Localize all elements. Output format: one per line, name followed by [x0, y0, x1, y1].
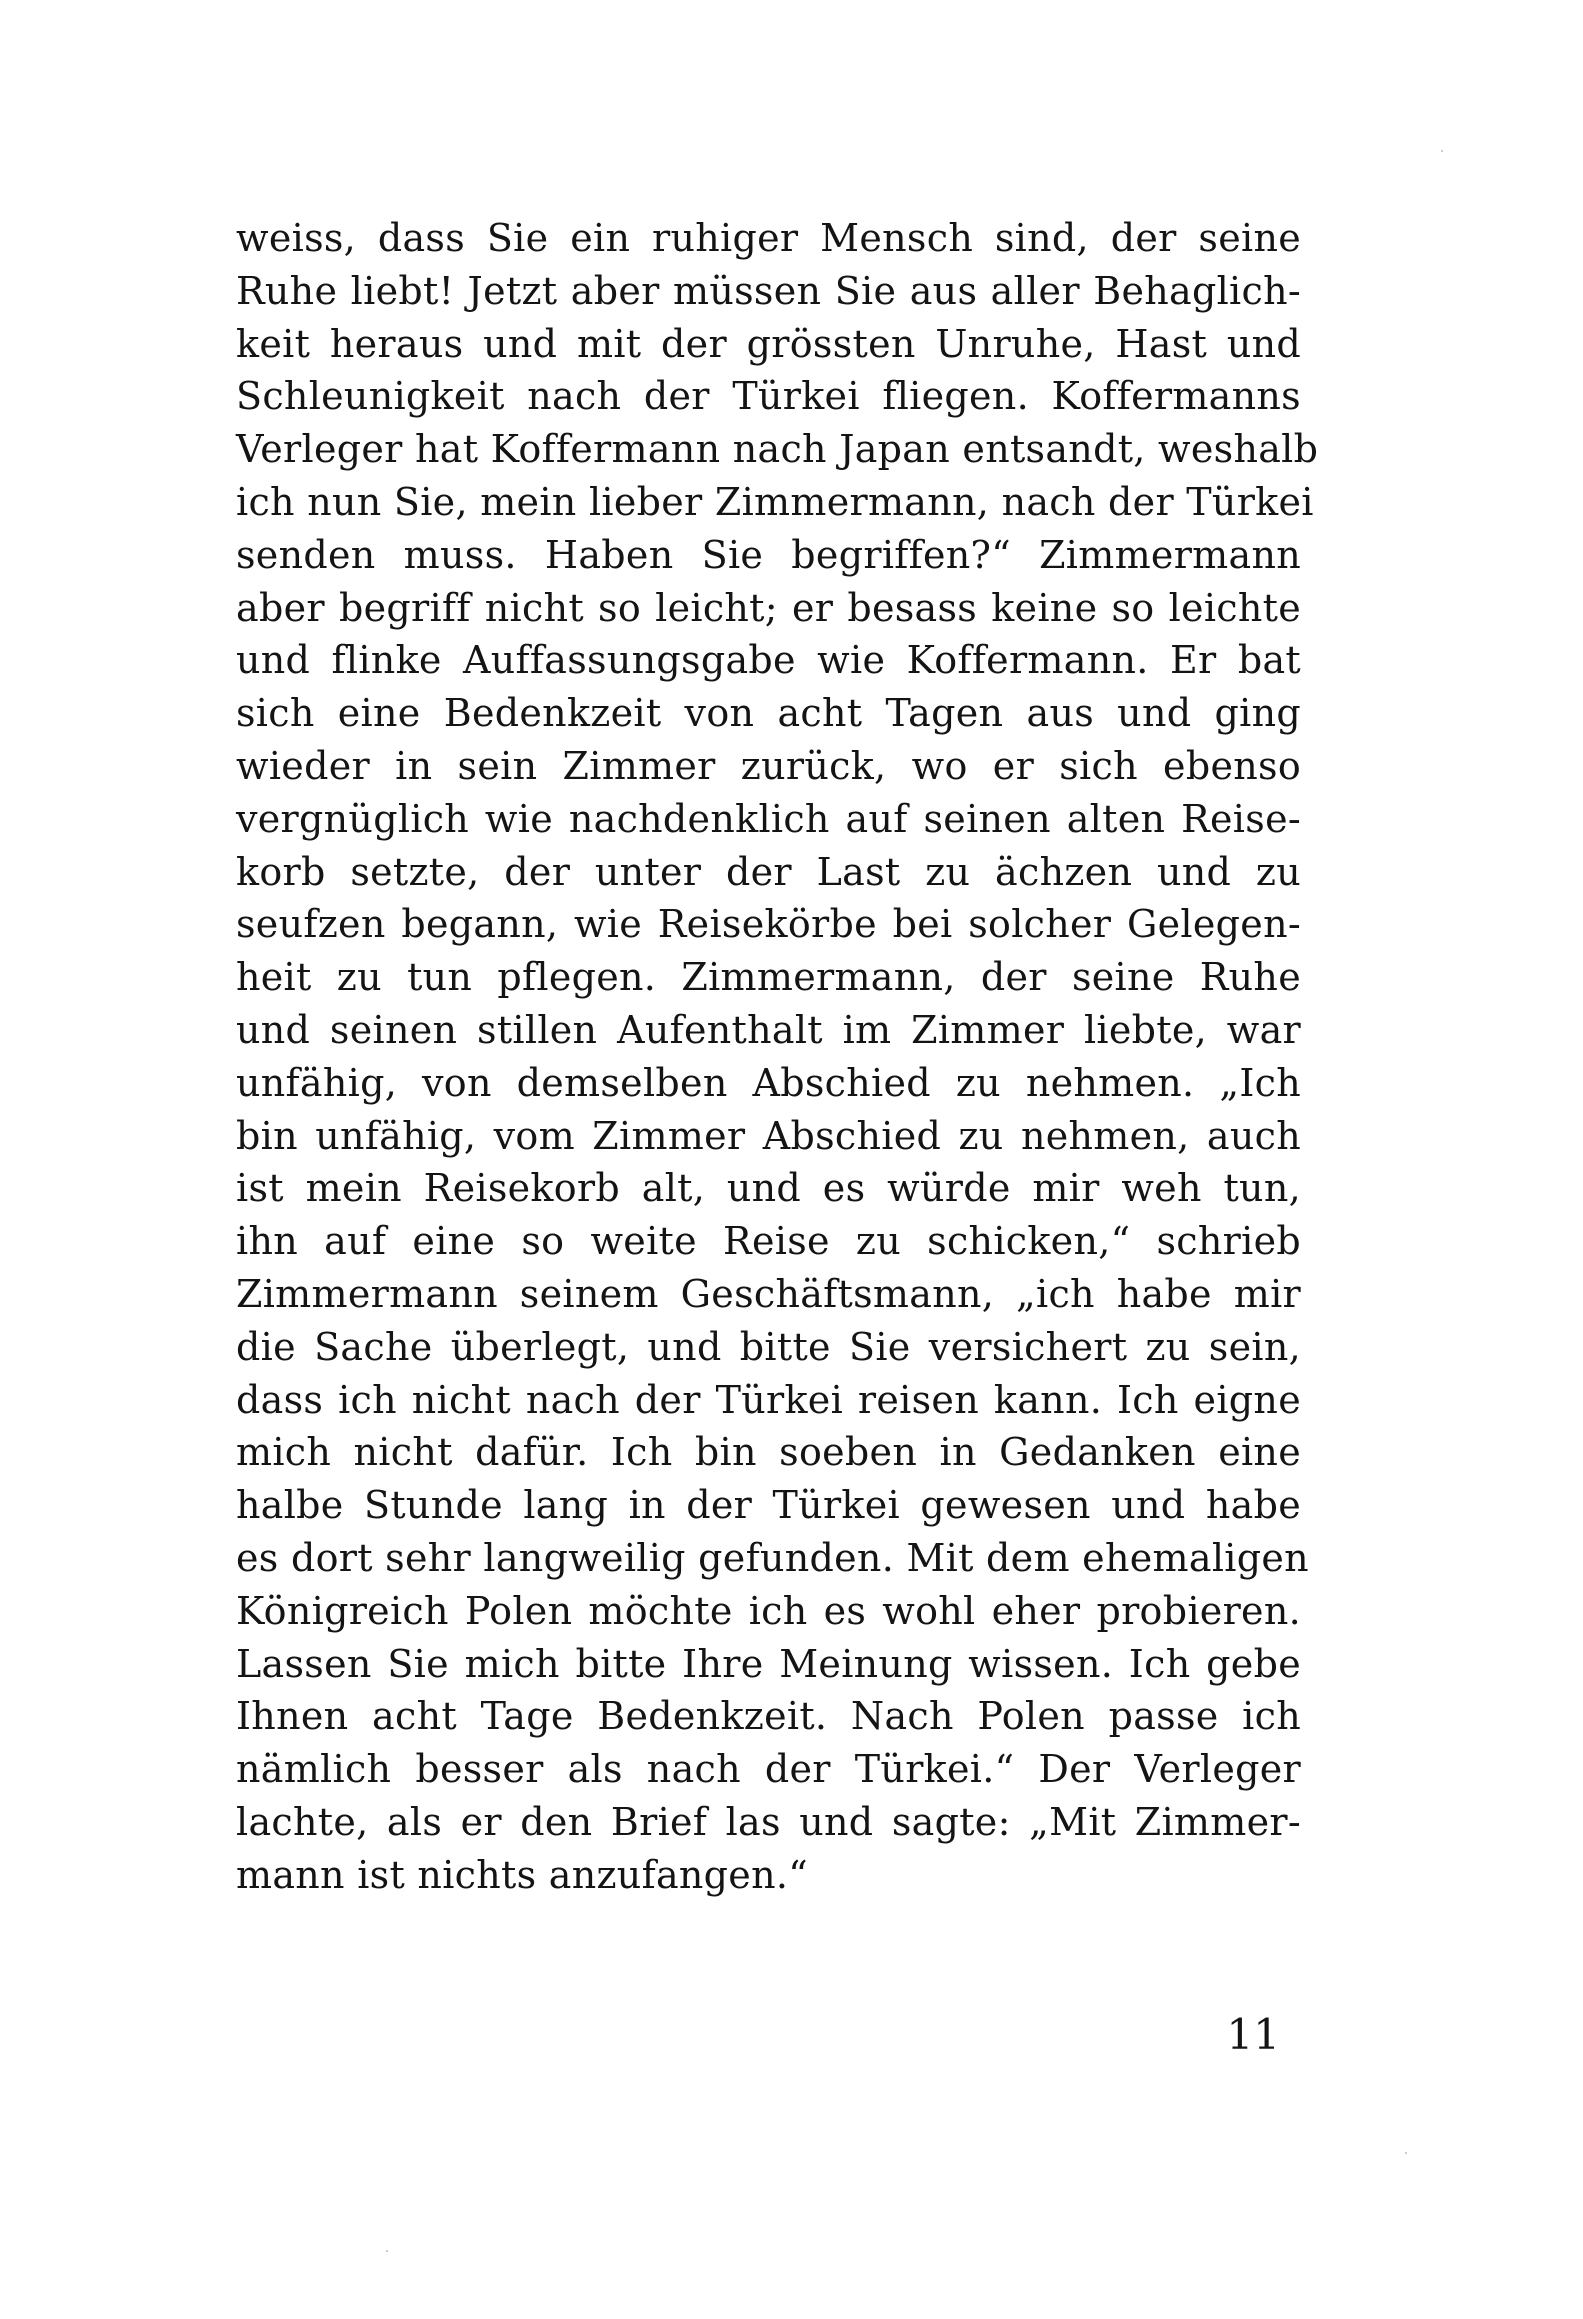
- text-line: aber begriff nicht so leicht; er besass keine so leichte: [236, 585, 1301, 630]
- text-line: keit heraus und mit der grössten Unruhe, Hast und: [236, 321, 1301, 366]
- text-line: mich nicht dafür. Ich bin soeben in Gedanken eine: [236, 1430, 1301, 1475]
- text-line: halbe Stunde lang in der Türkei gewesen und habe: [236, 1483, 1301, 1528]
- text-line: korb setzte, der unter der Last zu ächzen und zu: [236, 849, 1301, 894]
- text-line: Königreich Polen möchte ich es wohl eher probieren.: [236, 1588, 1301, 1633]
- text-line: sich eine Bedenkzeit von acht Tagen aus und ging: [236, 691, 1301, 736]
- text-line: ihn auf eine so weite Reise zu schicken,“ schrieb: [236, 1219, 1301, 1264]
- text-line: weiss, dass Sie ein ruhiger Mensch sind, der seine: [236, 216, 1301, 260]
- text-line: seufzen begann, wie Reisekörbe bei solcher Gelegen-: [236, 902, 1301, 947]
- text-line: lachte, als er den Brief las und sagte: „Mit Zimmer-: [236, 1799, 1301, 1844]
- text-line: vergnüglich wie nachdenklich auf seinen alten Reise-: [236, 796, 1301, 841]
- text-line: es dort sehr langweilig gefunden. Mit dem ehemaligen: [236, 1535, 1309, 1580]
- paper-speck: [1405, 2152, 1407, 2154]
- text-line: unfähig, von demselben Abschied zu nehmen. „Ich: [236, 1060, 1301, 1105]
- text-line: mann ist nichts anzufangen.“: [236, 1852, 808, 1897]
- text-line: und seinen stillen Aufenthalt im Zimmer liebte, war: [236, 1007, 1301, 1052]
- text-line: nämlich besser als nach der Türkei.“ Der Verleger: [236, 1747, 1301, 1792]
- paper-speck: [1441, 150, 1443, 152]
- text-line: Zimmermann seinem Geschäftsmann, „ich habe mir: [236, 1271, 1301, 1316]
- text-line: dass ich nicht nach der Türkei reisen kann. Ich eigne: [236, 1377, 1301, 1422]
- text-line: Ruhe liebt! Jetzt aber müssen Sie aus aller Behaglich-: [236, 268, 1301, 313]
- text-line: bin unfähig, vom Zimmer Abschied zu nehmen, auch: [236, 1113, 1301, 1158]
- text-line: Verleger hat Koffermann nach Japan entsandt, weshalb: [236, 427, 1319, 472]
- text-line: die Sache überlegt, und bitte Sie versichert zu sein,: [236, 1324, 1301, 1369]
- text-line: Schleunigkeit nach der Türkei fliegen. Koffermanns: [236, 374, 1301, 419]
- text-line: Lassen Sie mich bitte Ihre Meinung wissen. Ich gebe: [236, 1641, 1301, 1686]
- text-line: ist mein Reisekorb alt, und es würde mir weh tun,: [236, 1166, 1301, 1211]
- text-line: und flinke Auffassungsgabe wie Koffermann. Er bat: [236, 638, 1301, 683]
- body-text: [236, 212, 1319, 1902]
- text-line: wieder in sein Zimmer zurück, wo er sich ebenso: [236, 743, 1301, 788]
- text-line: heit zu tun pflegen. Zimmermann, der seine Ruhe: [236, 955, 1301, 1000]
- text-line: senden muss. Haben Sie begriffen?“ Zimmermann: [236, 532, 1301, 577]
- text-line: Ihnen acht Tage Bedenkzeit. Nach Polen passe ich: [236, 1694, 1301, 1739]
- page-number: 11: [1226, 2010, 1280, 2059]
- text-line: ich nun Sie, mein lieber Zimmermann, nach der Türkei: [236, 479, 1314, 524]
- paper-speck: [386, 2250, 388, 2252]
